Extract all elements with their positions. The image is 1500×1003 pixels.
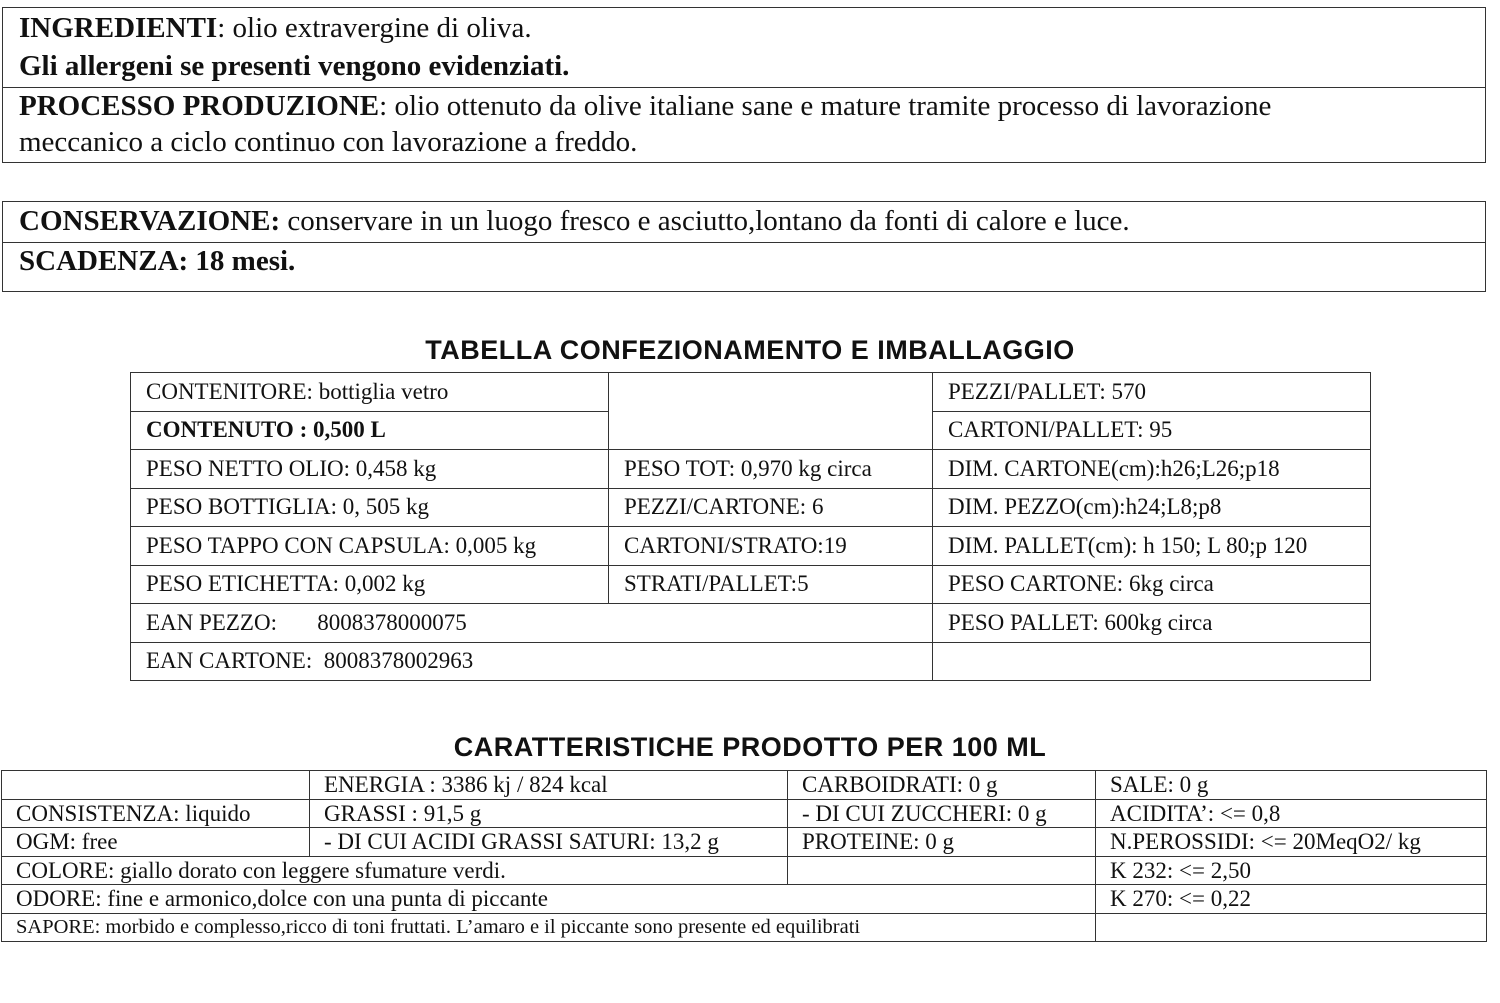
perossidi-cell: N.PEROSSIDI: <= 20MeqO2/ kg: [1096, 828, 1487, 857]
table-row: [131, 450, 1371, 489]
proteine-cell: PROTEINE: 0 g: [788, 828, 1096, 857]
characteristics-table: [1, 770, 1487, 942]
dim-pallet-cell: DIM. PALLET(cm): h 150; L 80;p 120: [933, 527, 1371, 566]
table-row: [2, 771, 1487, 800]
strati-pallet-cell: STRATI/PALLET:5: [609, 565, 933, 604]
empty-cell: [933, 642, 1371, 681]
pezzi-pallet-cell: PEZZI/PALLET: 570: [933, 373, 1371, 412]
packaging-table: [130, 372, 1371, 681]
dim-pezzo-cell: DIM. PEZZO(cm):h24;L8;p8: [933, 488, 1371, 527]
table-row: [131, 373, 1371, 412]
table-row: [131, 642, 1371, 681]
table-row: [2, 913, 1487, 942]
table-row: [131, 604, 1371, 643]
allergeni-note: Gli allergeni se presenti vengono evidenziati.: [19, 50, 570, 82]
peso-cartone-cell: PESO CARTONE: 6kg circa: [933, 565, 1371, 604]
table-row: [2, 885, 1487, 914]
ingredients-box: [2, 7, 1486, 163]
ean-pezzo-cell: EAN PEZZO: 8008378000075: [131, 604, 933, 643]
odore-cell: ODORE: fine e armonico,dolce con una punta di piccante: [2, 885, 1096, 914]
peso-tappo-cell: PESO TAPPO CON CAPSULA: 0,005 kg: [131, 527, 609, 566]
table-row: [131, 527, 1371, 566]
k232-cell: K 232: <= 2,50: [1096, 856, 1487, 885]
scadenza-row: SCADENZA: 18 mesi.: [3, 242, 1485, 280]
empty-cell: [788, 856, 1096, 885]
characteristics-title: CARATTERISTICHE PRODOTTO PER 100 ML: [453, 732, 1047, 762]
empty-cell: [609, 373, 933, 450]
table-row: [2, 799, 1487, 828]
grassi-cell: GRASSI : 91,5 g: [310, 799, 788, 828]
colore-cell: COLORE: giallo dorato con leggere sfumature verdi.: [2, 856, 788, 885]
peso-tot-cell: PESO TOT: 0,970 kg circa: [609, 450, 933, 489]
table-row: [2, 856, 1487, 885]
k270-cell: K 270: <= 0,22: [1096, 885, 1487, 914]
ingredienti-row: [3, 10, 1485, 47]
table-row: [2, 828, 1487, 857]
peso-pallet-cell: PESO PALLET: 600kg circa: [933, 604, 1371, 643]
table-row: [131, 488, 1371, 527]
sale-cell: SALE: 0 g: [1096, 771, 1487, 800]
consistenza-cell: CONSISTENZA: liquido: [2, 799, 310, 828]
conservazione-label: CONSERVAZIONE:: [19, 205, 281, 237]
peso-etichetta-cell: PESO ETICHETTA: 0,002 kg: [131, 565, 609, 604]
ean-cartone-cell: EAN CARTONE: 8008378002963: [131, 642, 933, 681]
ogm-cell: OGM: free: [2, 828, 310, 857]
carboidrati-cell: CARBOIDRATI: 0 g: [788, 771, 1096, 800]
conservation-box: [2, 201, 1486, 292]
packaging-title: TABELLA CONFEZIONAMENTO E IMBALLAGGIO: [425, 335, 1075, 365]
conservazione-text: conservare in un luogo fresco e asciutto,lontano da fonti di calore e luce.: [280, 205, 1130, 237]
table-row: [131, 565, 1371, 604]
energia-cell: ENERGIA : 3386 kj / 824 kcal: [310, 771, 788, 800]
peso-bottiglia-cell: PESO BOTTIGLIA: 0, 505 kg: [131, 488, 609, 527]
contenuto-cell: CONTENUTO : 0,500 L: [131, 411, 609, 450]
ingredienti-text: : olio extravergine di oliva.: [217, 12, 532, 44]
empty-cell: [1096, 913, 1487, 942]
processo-label: PROCESSO PRODUZIONE: [19, 90, 380, 122]
pezzi-cartone-cell: PEZZI/CARTONE: 6: [609, 488, 933, 527]
ingredienti-label: INGREDIENTI: [19, 12, 218, 44]
cartoni-pallet-cell: CARTONI/PALLET: 95: [933, 411, 1371, 450]
conservazione-row: [3, 203, 1485, 240]
processo-text-1: : olio ottenuto da olive italiane sane e mature tramite processo di lavorazione: [379, 90, 1272, 122]
processo-row: [3, 87, 1485, 125]
dim-cartone-cell: DIM. CARTONE(cm):h26;L26;p18: [933, 450, 1371, 489]
processo-text-2: meccanico a ciclo continuo con lavorazione a freddo.: [19, 126, 638, 158]
acidita-cell: ACIDITA’: <= 0,8: [1096, 799, 1487, 828]
sapore-cell: SAPORE: morbido e complesso,ricco di toni fruttati. L’amaro e il piccante sono presente ed equilibrati: [2, 913, 1096, 942]
saturi-cell: - DI CUI ACIDI GRASSI SATURI: 13,2 g: [310, 828, 788, 857]
cartoni-strato-cell: CARTONI/STRATO:19: [609, 527, 933, 566]
peso-netto-cell: PESO NETTO OLIO: 0,458 kg: [131, 450, 609, 489]
empty-cell: [2, 771, 310, 800]
zuccheri-cell: - DI CUI ZUCCHERI: 0 g: [788, 799, 1096, 828]
contenitore-cell: CONTENITORE: bottiglia vetro: [131, 373, 609, 412]
